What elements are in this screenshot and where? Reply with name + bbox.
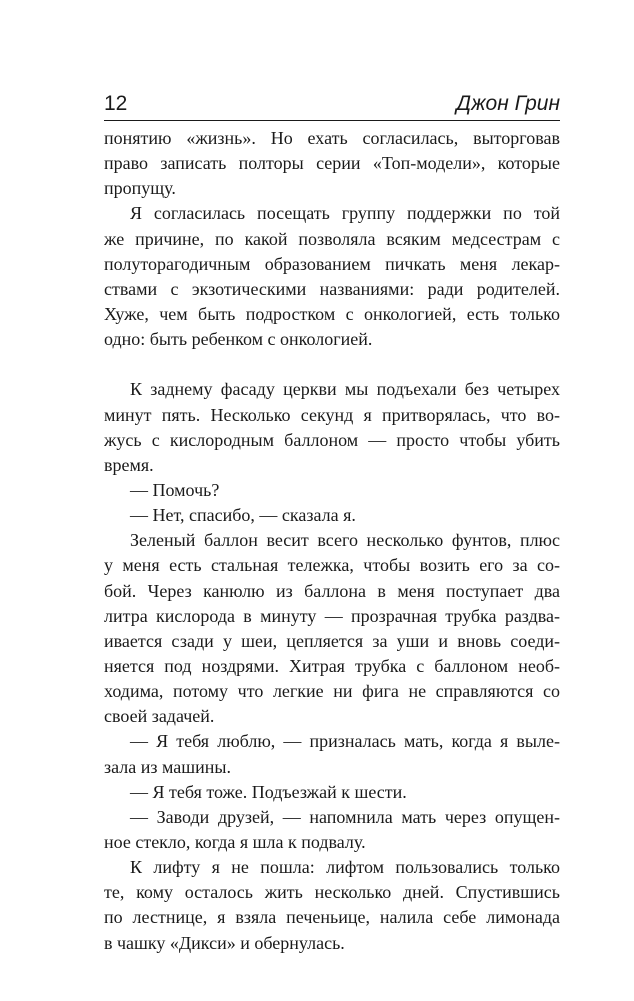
text-line: пропущу. xyxy=(104,178,176,199)
paragraph xyxy=(104,729,560,779)
text-line: Я согласилась посещать группу поддержки по той xyxy=(130,203,560,224)
text-line: жусь с кислородным баллоном — просто чтобы убить xyxy=(104,429,560,450)
paragraph xyxy=(104,126,560,201)
text-line: Зеленый баллон весит всего несколько фунтов, плюс xyxy=(130,530,560,551)
text-line: бой. Через канюлю из баллона в меня поступает два xyxy=(104,580,560,601)
text-line: зала из машины. xyxy=(104,756,231,777)
text-line: время. xyxy=(104,454,154,475)
text-line: минут пять. Несколько секунд я притворялась, что во- xyxy=(104,404,560,425)
text-line: ное стекло, когда я шла к подвалу. xyxy=(104,831,366,852)
text-line: же причине, по какой позволяла всяким медсестрам с xyxy=(104,228,560,249)
body-text xyxy=(104,126,560,956)
book-page xyxy=(104,88,560,956)
text-line: у меня есть стальная тележка, чтобы возить его за со- xyxy=(104,555,560,576)
page-number: 12 xyxy=(104,92,128,115)
text-line: К лифту я не пошла: лифтом пользовались только xyxy=(130,857,560,878)
text-line: — Нет, спасибо, — сказала я. xyxy=(130,505,356,526)
text-line: ствами с экзотическими названиями: ради родителей. xyxy=(104,278,560,299)
section-break xyxy=(104,352,560,377)
running-header xyxy=(104,88,560,121)
text-line: — Я тебя тоже. Подъезжай к шести. xyxy=(130,781,407,802)
paragraph xyxy=(104,201,560,352)
text-line: — Я тебя люблю, — призналась мать, когда я выле- xyxy=(130,731,560,752)
text-line: полуторагодичным образованием пичкать меня лекар- xyxy=(104,253,560,274)
text-line: Хуже, чем быть подростком с онкологией, есть только xyxy=(104,303,560,324)
text-line: одно: быть ребенком с онкологией. xyxy=(104,329,373,350)
paragraph xyxy=(104,377,560,478)
text-line: ходима, потому что легкие ни фига не справляются со xyxy=(104,681,560,702)
paragraph xyxy=(104,503,560,528)
text-line: в чашку «Дикси» и обернулась. xyxy=(104,932,345,953)
text-line: — Заводи друзей, — напомнила мать через опущен- xyxy=(130,806,560,827)
text-line: те, кому осталось жить несколько дней. Спустившись xyxy=(104,882,560,903)
text-line: ивается сзади у шеи, цепляется за уши и вновь соеди- xyxy=(104,630,560,651)
text-line: — Помочь? xyxy=(130,479,220,500)
text-line: литра кислорода в минуту — прозрачная трубка раздва- xyxy=(104,605,560,626)
paragraph xyxy=(104,805,560,855)
running-title: Джон Грин xyxy=(456,92,560,115)
text-line: по лестнице, я взяла печеньице, налила себе лимонада xyxy=(104,907,560,928)
text-line: К заднему фасаду церкви мы подъехали без четырех xyxy=(130,379,560,400)
paragraph xyxy=(104,478,560,503)
paragraph xyxy=(104,855,560,956)
text-line: няется под ноздрями. Хитрая трубка с баллоном необ- xyxy=(104,655,560,676)
text-line: своей задачей. xyxy=(104,706,215,727)
text-line: право записать полторы серии «Топ-модели», которые xyxy=(104,153,560,174)
text-line: понятию «жизнь». Но ехать согласилась, выторговав xyxy=(104,128,560,148)
paragraph xyxy=(104,528,560,729)
paragraph xyxy=(104,780,560,805)
